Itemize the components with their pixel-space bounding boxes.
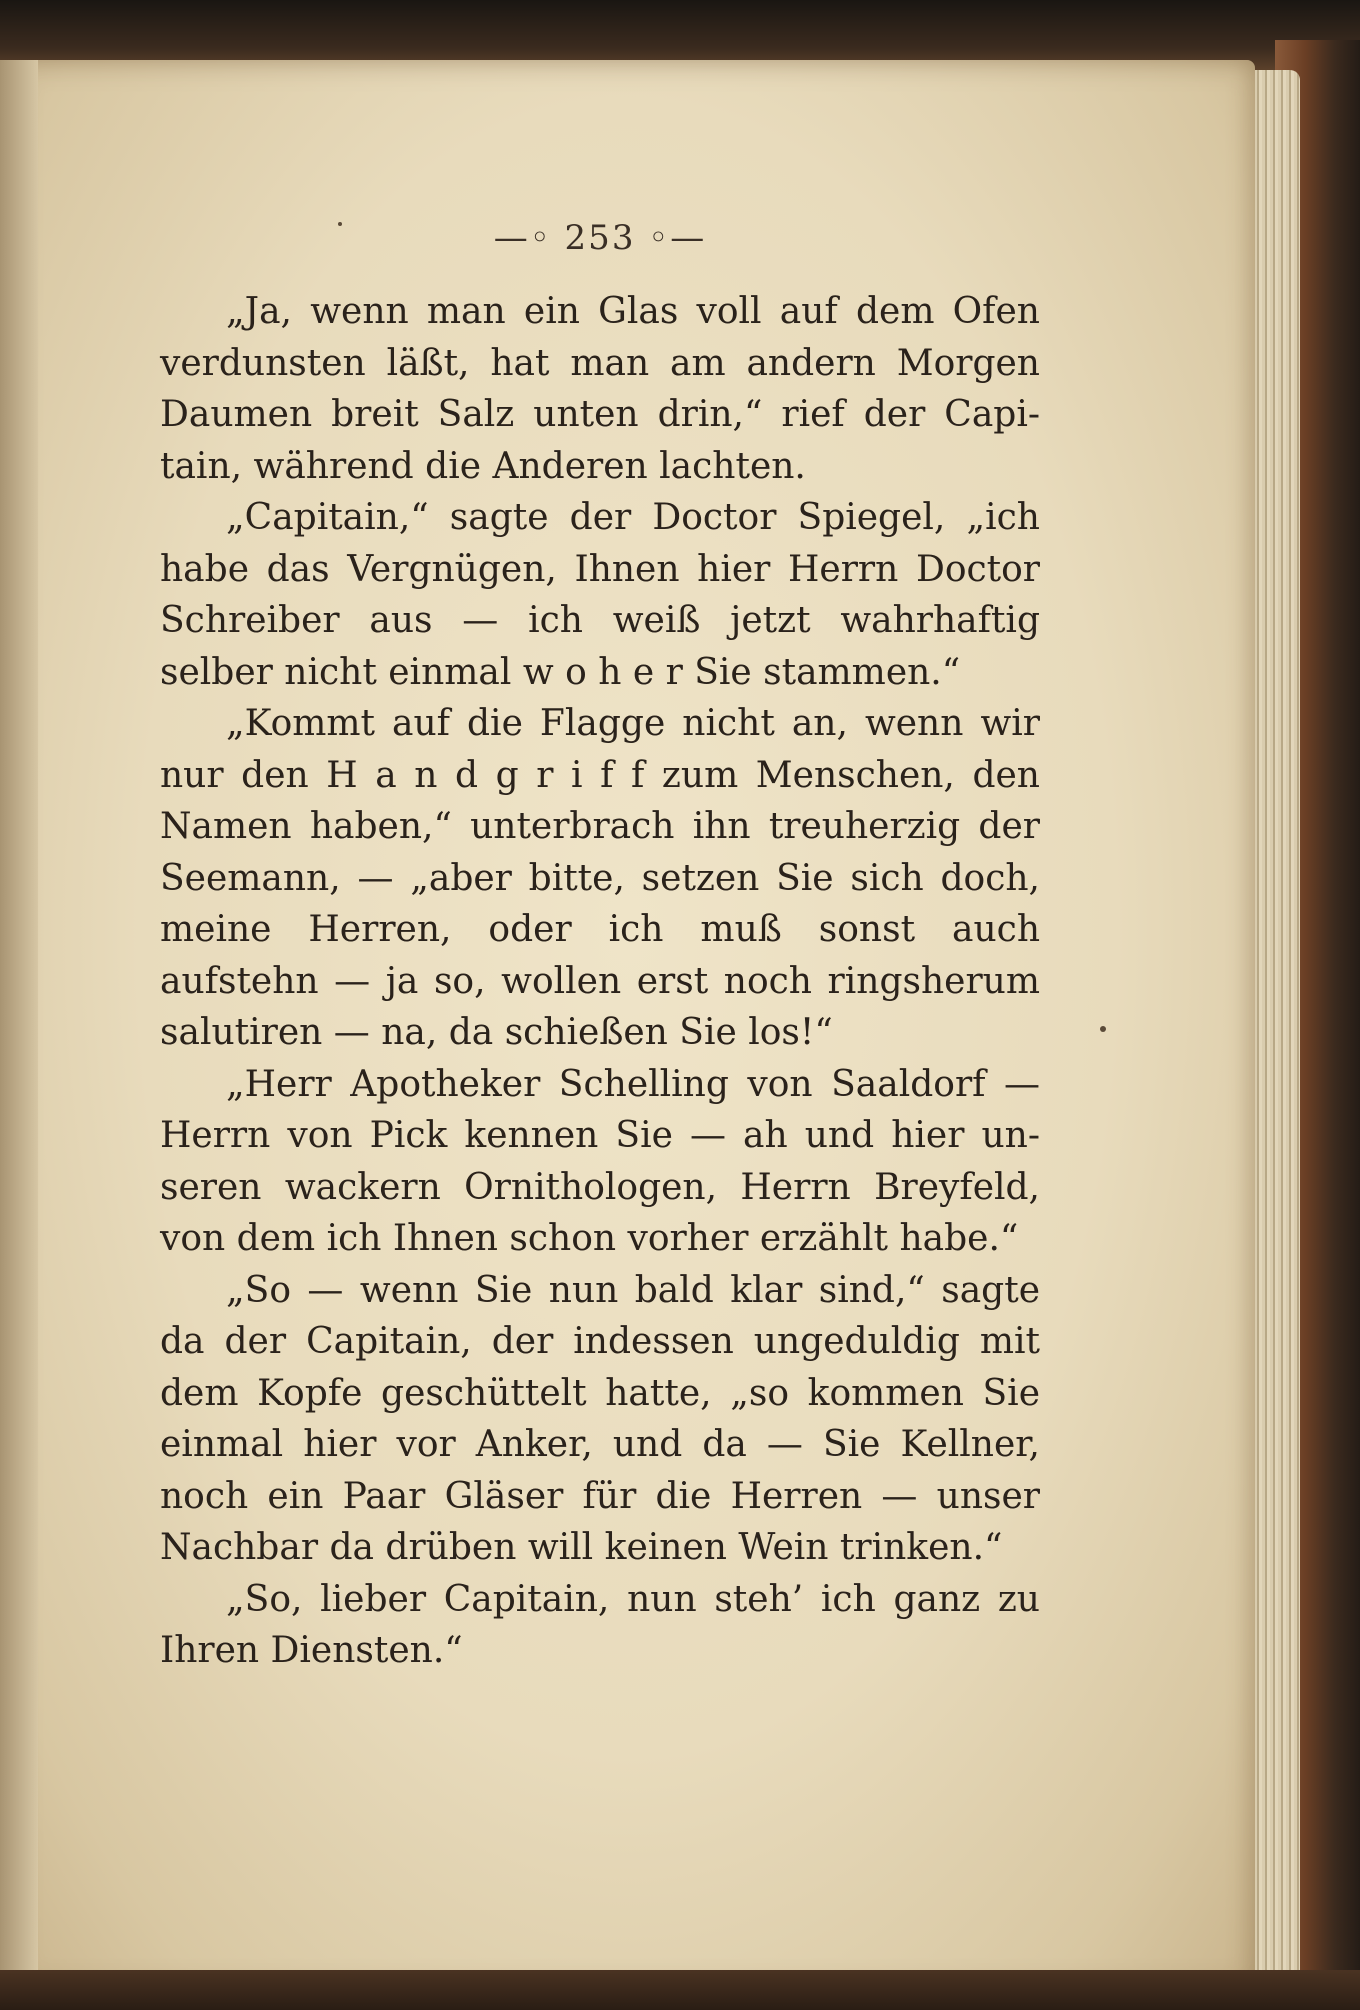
paragraph: „Capitain,“ sagte der Doctor Spiegel, „ich habe das Vergnügen, Ihnen hier Herrn Doctor Schreiber aus — ich weiß jetzt wahrhaftig selber nicht einmal w o h e r Sie stammen.“ [160, 497, 1040, 693]
paragraph: „So, lieber Capitain, nun steh’ ich ganz zu Ihren Diensten.“ [160, 1578, 1040, 1671]
paragraph: „So — wenn Sie nun bald klar sind,“ sagte da der Capitain, der indessen ungeduldig mit dem Kopfe geschüttelt hatte, „so kommen Sie einmal hier vor Anker, und da — Sie Kellner, noch ein Paar Gläser für die Herren — unser Nachbar da drüben will keinen Wein trinken.“ [160, 1269, 1040, 1568]
paragraph: „Ja, wenn man ein Glas voll auf dem Ofen verdunsten läßt, hat man am andern Morgen Daumen breit Salz unten drin,“ rief der Capi-tain, während die Anderen lachten. [160, 291, 1040, 487]
page-gutter [0, 60, 38, 1990]
speck [1100, 1026, 1106, 1032]
book-cover-bottom [0, 1970, 1360, 2010]
paragraph: „Kommt auf die Flagge nicht an, wenn wir nur den H a n d g r i f f zum Menschen, den Namen haben,“ unterbrach ihn treuherzig der Seemann, — „aber bitte, setzen Sie sich doch, meine Herren, oder ich muß sonst auch aufstehn — ja so, wollen erst noch ringsherum salutiren — na, da schießen Sie los!“ [160, 703, 1040, 1053]
paragraph: „Herr Apotheker Schelling von Saaldorf — Herrn von Pick kennen Sie — ah und hier un-seren wackern Ornithologen, Herrn Breyfeld, von dem ich Ihnen schon vorher erzählt habe.“ [160, 1063, 1040, 1259]
page-text [160, 218, 1040, 1677]
page-number: —◦ 253 ◦— [493, 218, 707, 258]
